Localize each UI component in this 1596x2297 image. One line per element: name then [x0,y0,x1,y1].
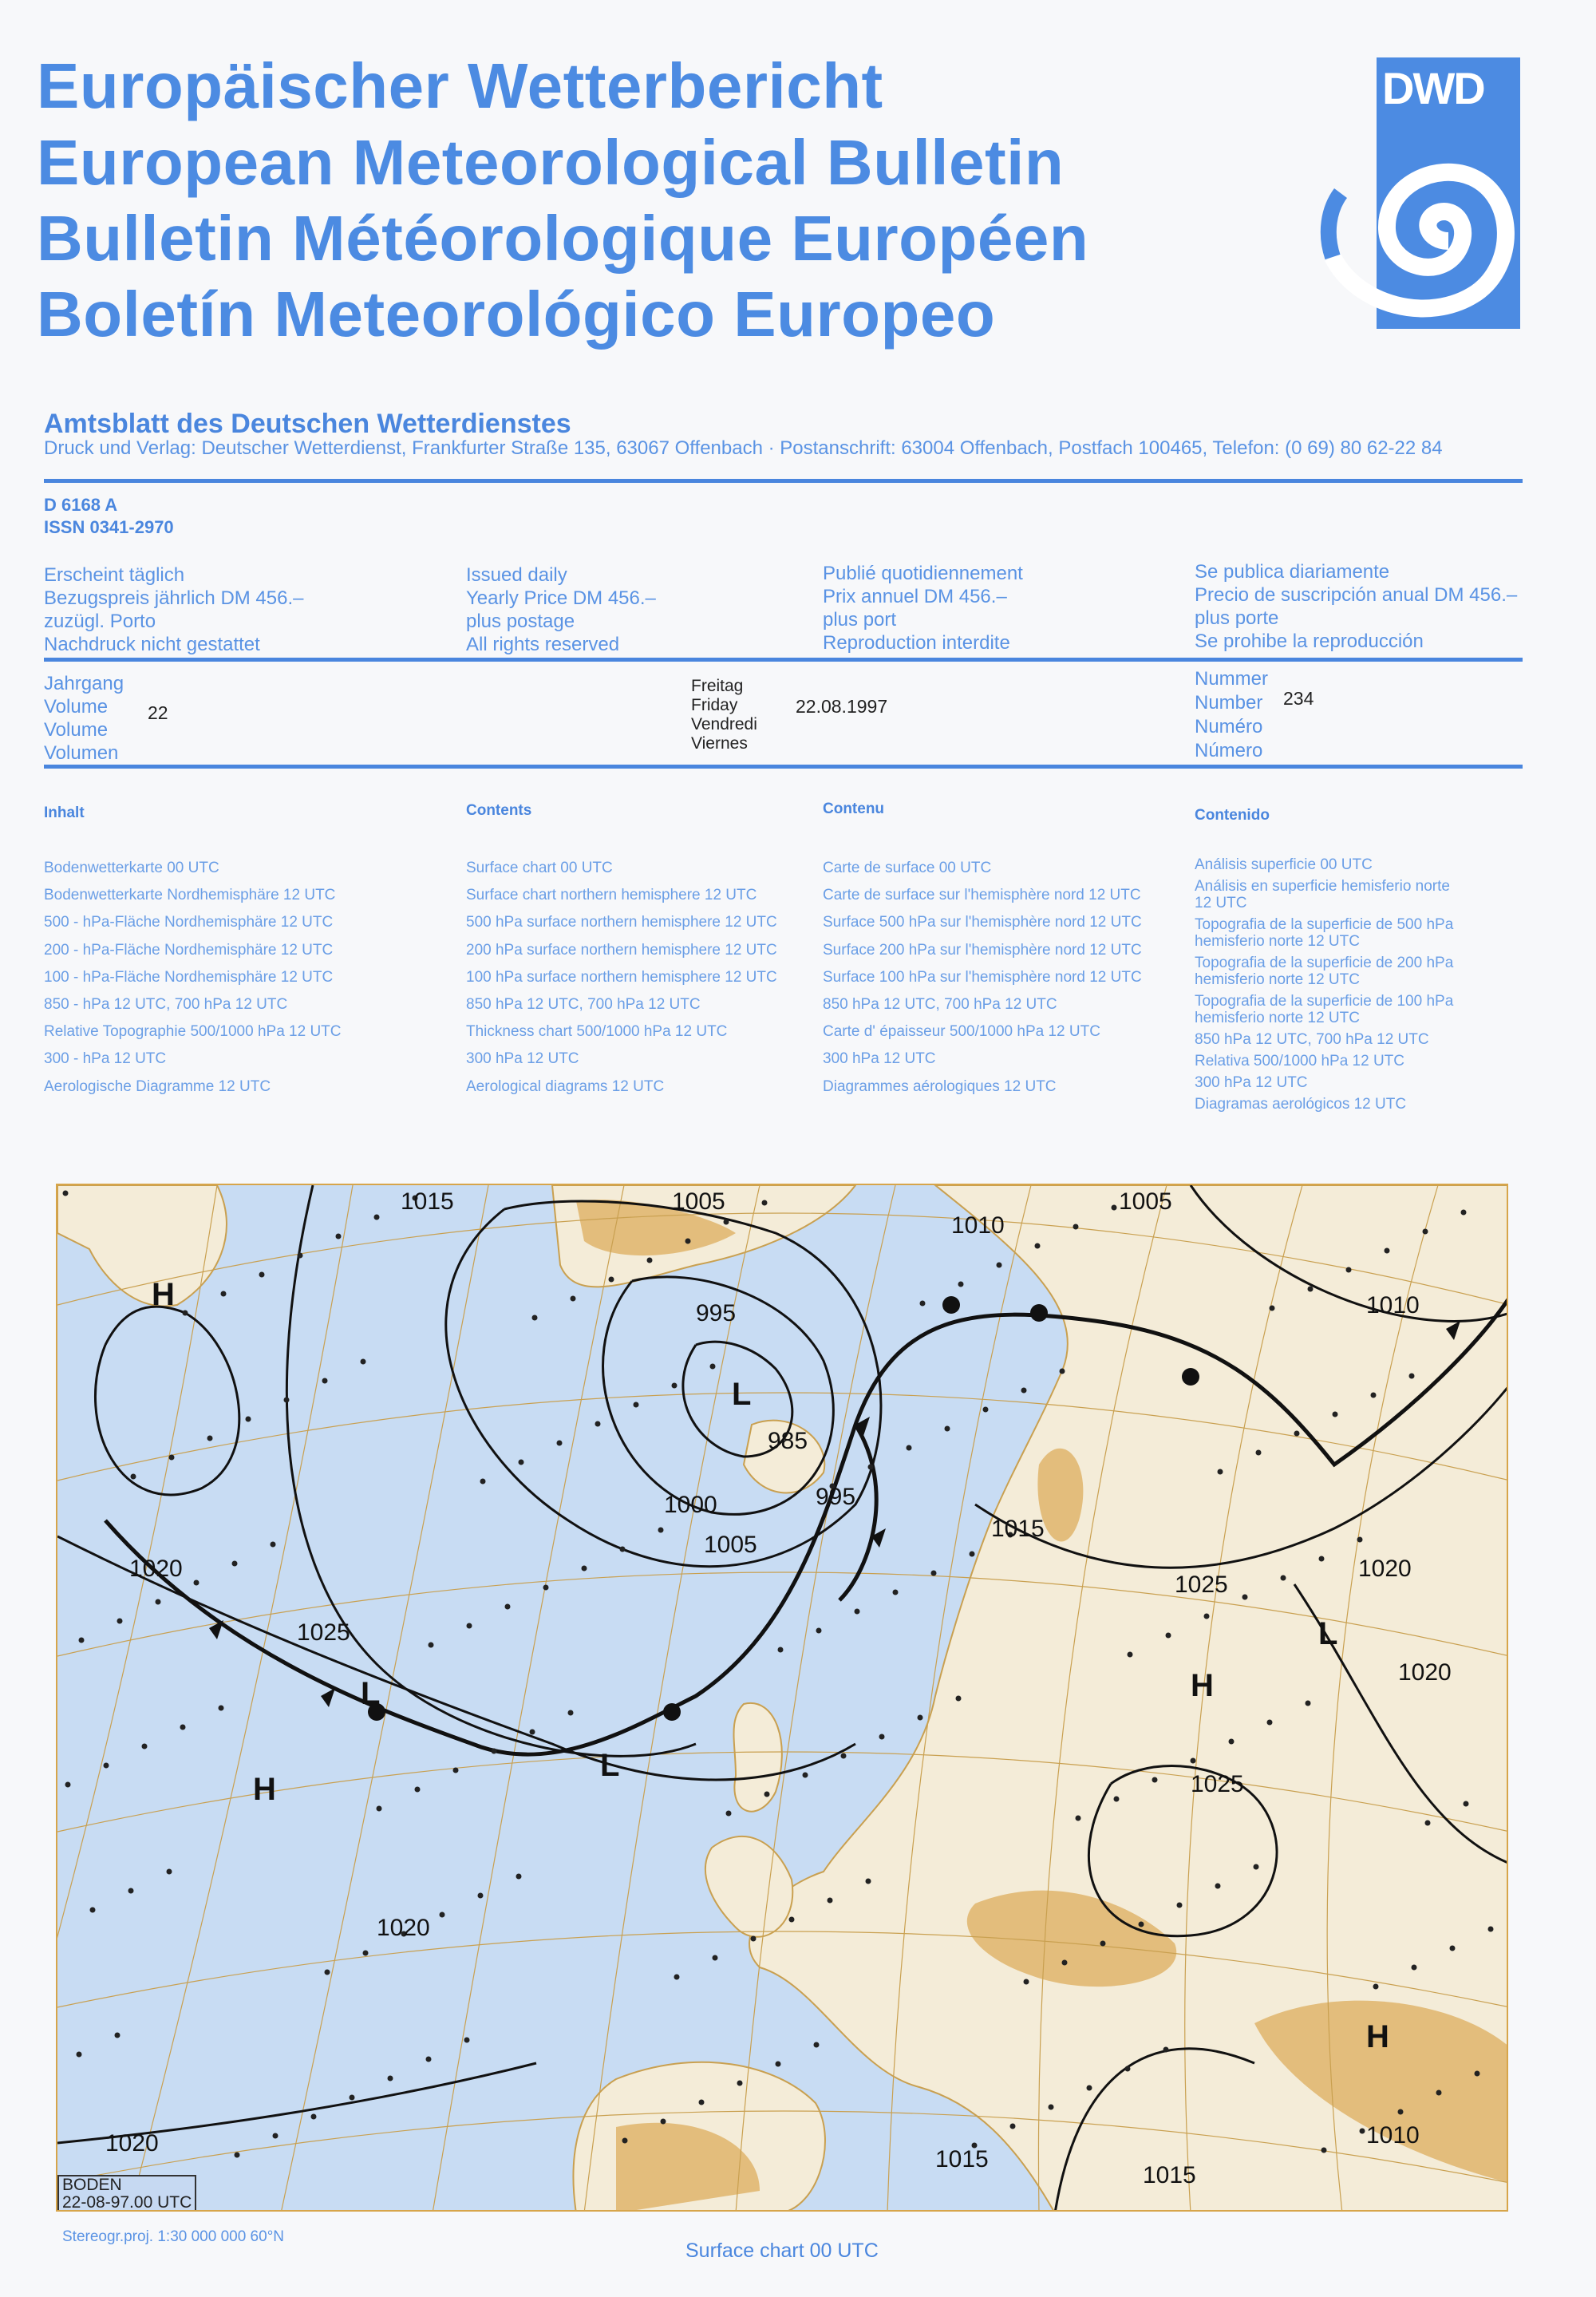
contents-list-es [1195,856,1466,1117]
warm-front-semicircle [1182,1368,1199,1386]
contents-item[interactable]: Análisis superficie 00 UTC [1195,856,1373,873]
station-marker [1371,1393,1377,1398]
low-pressure-center: L [600,1748,620,1783]
station-marker [658,1528,664,1533]
contents-item[interactable]: Diagrammes aérologiques 12 UTC [823,1077,1057,1095]
station-marker [505,1604,511,1610]
contents-item[interactable]: Topografia de la superficie de 200 hPa hemisferio norte 12 UTC [1195,955,1454,988]
isobar-label: 1010 [1366,2122,1420,2149]
info-line: Reproduction interdite [823,632,1010,654]
station-marker [516,1874,522,1880]
isobar-label: 1020 [1358,1556,1412,1582]
volume-labels [44,672,124,765]
contents-item[interactable]: 850 hPa 12 UTC, 700 hPa 12 UTC [1195,1031,1429,1048]
station-marker [699,2100,705,2105]
station-marker [273,2133,279,2139]
station-marker [1035,1243,1041,1249]
publisher-address: Druck und Verlag: Deutscher Wetterdienst, Frankfurter Straße 135, 63067 Offenbach · Postanschrift: 63004 Offenbach, Postfach 100465, Telefon: (0 69) 80 62-22 84 [44,437,1443,459]
station-marker [530,1730,535,1735]
station-marker [128,1888,134,1894]
volume-value: 22 [148,702,168,723]
contents-item[interactable]: Surface 500 hPa sur l'hemisphère nord 12 UTC [823,914,1142,931]
info-column-fr [823,562,1023,654]
station-marker [841,1753,847,1759]
station-marker [492,1749,497,1754]
station-marker [142,1744,148,1749]
contents-item[interactable]: 850 - hPa 12 UTC, 700 hPa 12 UTC [44,996,288,1013]
station-marker [918,1715,923,1721]
station-marker [661,2119,666,2125]
station-marker [180,1725,186,1730]
station-marker [737,2081,743,2086]
d-number: D 6168 A [44,495,118,515]
station-marker [1191,1758,1196,1764]
isobar-label: 1020 [129,1556,183,1582]
station-marker [131,1474,136,1480]
station-marker [478,1893,484,1899]
isobar-label: 1005 [1119,1188,1172,1215]
map-stamp [57,2175,196,2212]
contents-item[interactable]: 100 hPa surface northern hemisphere 12 UTC [466,968,777,986]
station-marker [519,1460,524,1465]
station-marker [117,1619,123,1624]
station-marker [1049,2105,1054,2110]
station-marker [246,1417,251,1422]
divider [44,479,1523,483]
stamp-title: BODEN [62,2176,122,2194]
high-pressure-center: H [1191,1668,1214,1703]
low-pressure-center: L [361,1676,381,1711]
station-marker [958,1282,964,1287]
station-marker [374,1215,380,1220]
station-marker [298,1253,303,1259]
station-marker [866,1879,871,1884]
station-marker [1412,1965,1417,1971]
isobar-label: 1020 [377,1915,430,1941]
station-marker [674,1975,680,1980]
station-marker [1060,1369,1065,1374]
station-marker [931,1571,937,1576]
station-marker [1204,1614,1210,1619]
station-marker [271,1542,276,1548]
info-line: Issued daily [466,564,567,586]
station-marker [480,1479,486,1485]
station-marker [1346,1267,1352,1273]
station-marker [221,1291,227,1297]
station-marker [855,1609,860,1615]
contents-item[interactable]: 850 hPa 12 UTC, 700 hPa 12 UTC [466,996,701,1013]
station-marker [622,2138,628,2144]
station-marker [582,1566,587,1572]
info-column-en [466,563,656,656]
day-label: Viernes [691,734,748,753]
divider [44,658,1523,662]
station-marker [63,1191,69,1196]
station-marker [543,1585,549,1591]
title-english: European Meteorological Bulletin [37,127,1065,198]
station-marker [1229,1739,1235,1745]
station-marker [983,1407,989,1413]
station-marker [634,1402,639,1408]
volume-label: Jahrgang [44,673,124,694]
stamp-date: 22-08-97.00 UTC [62,2193,192,2212]
contents-item[interactable]: 300 hPa 12 UTC [1195,1074,1308,1091]
contents-item[interactable]: Aerologische Diagramme 12 UTC [44,1077,271,1095]
contents-item[interactable]: Surface 100 hPa sur l'hemisphère nord 12 UTC [823,968,1142,986]
station-marker [115,2033,120,2038]
contents-item[interactable]: Diagramas aerológicos 12 UTC [1195,1096,1407,1113]
station-marker [77,2052,82,2058]
station-marker [868,1465,874,1470]
contents-item[interactable]: Carte de surface sur l'hemisphère nord 12 UTC [823,887,1141,904]
station-marker [322,1378,328,1384]
station-marker [194,1580,200,1586]
station-marker [764,1792,770,1797]
map-graphic [57,1185,1508,2212]
info-column-de [44,563,304,656]
station-marker [156,1599,161,1605]
volume-label: Volume [44,696,109,718]
station-marker [1073,1224,1079,1230]
station-marker [1450,1946,1456,1951]
surface-weather-map [56,1184,1508,2212]
station-marker [1308,1287,1314,1292]
day-label: Freitag [691,677,744,695]
contents-heading: Contents [466,802,532,819]
contents-item[interactable]: 300 hPa 12 UTC [466,1050,579,1068]
station-marker [1125,2066,1131,2072]
number-labels [1195,667,1268,763]
contents-item[interactable]: Surface chart northern hemisphere 12 UTC [466,887,757,904]
number-label: Numéro [1195,716,1263,737]
station-marker [620,1547,626,1552]
contents-item[interactable]: Topografia de la superficie de 100 hPa hemisferio norte 12 UTC [1195,993,1454,1026]
isobar-label: 1005 [672,1188,725,1215]
isobar-label: 1000 [664,1492,717,1518]
station-marker [816,1628,822,1634]
station-marker [1281,1575,1286,1581]
info-line: plus port [823,609,897,631]
station-marker [751,1936,757,1942]
contents-item[interactable]: 500 hPa surface northern hemisphere 12 UTC [466,914,777,931]
station-marker [1024,1979,1029,1985]
number-label: Número [1195,740,1263,761]
contents-heading: Inhalt [44,805,85,821]
low-pressure-center: L [1318,1616,1338,1651]
station-marker [1464,1801,1469,1807]
station-marker [1461,1210,1467,1216]
station-marker [1270,1306,1275,1311]
isobar-label: 1010 [1366,1292,1420,1319]
station-marker [104,1763,109,1769]
station-marker [167,1869,172,1875]
issue-date: 22.08.1997 [796,696,888,717]
station-marker [1166,1633,1171,1639]
high-pressure-center: H [152,1277,175,1312]
station-marker [685,1239,691,1244]
info-column-es [1195,560,1517,653]
station-marker [1114,1797,1120,1802]
contents-item[interactable]: Bodenwetterkarte 00 UTC [44,860,219,876]
station-marker [713,1955,718,1961]
station-marker [1436,2090,1442,2096]
station-marker [183,1311,188,1316]
station-marker [789,1917,795,1923]
warm-front-semicircle [1030,1304,1048,1322]
station-marker [377,1806,382,1812]
station-marker [350,2095,355,2101]
info-line: Precio de suscripción anual DM 456.– [1195,584,1518,606]
contents-item[interactable]: 100 - hPa-Fläche Nordhemisphäre 12 UTC [44,968,334,986]
station-marker [776,2062,781,2067]
info-line: zuzügl. Porto [44,611,156,632]
isobar-label: 1015 [991,1516,1045,1542]
station-marker [1321,2148,1327,2153]
isobar-label: 1015 [1143,2162,1196,2188]
volume-label: Volumen [44,742,119,764]
isobar-label: 1020 [105,2130,159,2157]
station-marker [997,1263,1002,1268]
station-marker [956,1696,962,1702]
station-marker [1256,1450,1262,1456]
station-marker [219,1706,224,1711]
contents-item[interactable]: 300 hPa 12 UTC [823,1050,936,1068]
isobar-label: 1015 [935,2146,989,2172]
station-marker [1425,1821,1431,1826]
map-caption: Surface chart 00 UTC [685,2240,879,2262]
station-marker [907,1445,912,1451]
contents-item[interactable]: Carte de surface 00 UTC [823,860,992,876]
info-line: Se publica diariamente [1195,561,1390,583]
title-german: Europäischer Wetterbericht [37,50,883,121]
projection-note: Stereogr.proj. 1:30 000 000 60°N [62,2228,285,2245]
low-pressure-center: L [732,1377,752,1412]
station-marker [920,1301,926,1307]
isobar-label: 1020 [1398,1659,1452,1686]
station-marker [1294,1431,1300,1437]
station-marker [672,1383,678,1389]
contents-item[interactable]: Thickness chart 500/1000 hPa 12 UTC [466,1023,728,1041]
station-marker [1139,1922,1144,1927]
high-pressure-center: H [253,1772,276,1807]
station-marker [609,1277,614,1283]
issn: ISSN 0341-2970 [44,517,174,537]
station-marker [361,1359,366,1365]
station-marker [1021,1388,1027,1394]
station-marker [1100,1941,1106,1947]
contents-heading: Contenu [823,801,885,817]
station-marker [568,1710,574,1716]
station-marker [1385,1248,1390,1254]
station-marker [336,1234,342,1239]
warm-front-semicircle [663,1703,681,1721]
isobar-label: 1015 [401,1188,454,1215]
info-line: Prix annuel DM 456.– [823,586,1007,607]
title-spanish: Boletín Meteorológico Europeo [37,279,996,350]
station-marker [440,1912,445,1918]
divider [44,765,1523,769]
station-marker [1163,2047,1169,2053]
contents-item[interactable]: Relativa 500/1000 hPa 12 UTC [1195,1053,1404,1069]
station-marker [1409,1374,1415,1379]
station-marker [1306,1701,1311,1706]
info-line: Nachdruck nicht gestattet [44,634,260,655]
issue-number: 234 [1283,688,1314,709]
spiral-icon [1293,57,1524,333]
station-marker [426,2057,432,2062]
station-marker [1475,2071,1480,2077]
station-marker [235,2153,240,2158]
contents-item[interactable]: Surface 200 hPa sur l'hemisphère nord 12 UTC [823,941,1142,959]
isobar-label: 1025 [1191,1771,1244,1797]
contents-item[interactable]: 200 hPa surface northern hemisphere 12 UTC [466,941,777,959]
station-marker [453,1768,459,1773]
station-marker [1076,1816,1081,1821]
high-pressure-center: H [1366,2019,1389,2054]
station-marker [724,1220,729,1225]
station-marker [1398,2109,1404,2115]
contents-item[interactable]: Topografia de la superficie de 500 hPa hemisferio norte 12 UTC [1195,916,1454,950]
isobar-label: 995 [816,1484,856,1510]
contents-item[interactable]: Surface chart 00 UTC [466,860,613,876]
station-marker [325,1970,330,1975]
station-marker [1087,2085,1092,2091]
station-marker [1373,1984,1379,1990]
station-marker [1254,1864,1259,1870]
isobar-label: 1005 [704,1532,757,1558]
contents-item[interactable]: 500 - hPa-Fläche Nordhemisphäre 12 UTC [44,914,334,931]
station-marker [557,1441,563,1446]
day-label: Friday [691,696,738,714]
dwd-logo [1293,57,1524,333]
isobar-label: 1025 [297,1619,350,1646]
station-marker [1128,1652,1133,1658]
isobar-label: 1025 [1175,1572,1228,1598]
station-marker [1010,2124,1016,2129]
station-marker [1062,1960,1068,1966]
station-marker [970,1552,975,1557]
station-marker [571,1296,576,1302]
station-marker [1357,1537,1363,1543]
station-marker [388,2076,393,2082]
station-marker [1177,1903,1183,1908]
contents-item[interactable]: Aerological diagrams 12 UTC [466,1077,665,1095]
station-marker [232,1561,238,1567]
station-marker [467,1623,472,1629]
info-line: Publié quotidiennement [823,563,1023,584]
station-marker [415,1787,421,1793]
station-marker [90,1908,96,1913]
station-marker [1152,1777,1158,1783]
contents-item[interactable]: 300 - hPa 12 UTC [44,1050,167,1068]
info-line: All rights reserved [466,634,620,655]
station-marker [1242,1595,1248,1600]
station-marker [879,1734,885,1740]
warm-front-semicircle [942,1296,960,1314]
contents-item[interactable]: Relative Topographie 500/1000 hPa 12 UTC [44,1023,342,1041]
station-marker [464,2038,470,2043]
publisher-name: Amtsblatt des Deutschen Wetterdienstes [44,409,571,439]
station-marker [647,1258,653,1263]
station-marker [710,1364,716,1370]
station-marker [803,1773,808,1778]
info-line: plus postage [466,611,575,632]
info-line: Se prohibe la reproducción [1195,631,1424,652]
station-marker [363,1951,369,1956]
station-marker [1218,1469,1223,1475]
contents-heading: Contenido [1195,807,1270,824]
station-marker [814,2042,820,2048]
station-marker [79,1638,85,1643]
station-marker [1267,1720,1273,1726]
station-marker [595,1421,601,1427]
station-marker [311,2114,317,2120]
station-marker [1360,2129,1365,2134]
contents-item[interactable]: Bodenwetterkarte Nordhemisphäre 12 UTC [44,887,336,904]
station-marker [1112,1205,1117,1211]
station-marker [762,1200,768,1206]
station-marker [778,1647,784,1653]
station-marker [945,1426,950,1432]
station-marker [1333,1412,1338,1417]
contents-item[interactable]: 200 - hPa-Fläche Nordhemisphäre 12 UTC [44,941,334,959]
station-marker [169,1455,175,1461]
station-marker [1215,1884,1221,1889]
number-label: Nummer [1195,668,1269,690]
station-marker [207,1436,213,1441]
station-marker [284,1398,290,1403]
contents-item[interactable]: 850 hPa 12 UTC, 700 hPa 12 UTC [823,996,1057,1013]
land-mass [734,1703,782,1812]
title-french: Bulletin Météorologique Européen [37,203,1089,274]
number-label: Number [1195,692,1263,714]
info-line: Bezugspreis jährlich DM 456.– [44,587,304,609]
dwd-logo-text: DWD [1382,63,1484,113]
station-marker [429,1643,434,1648]
station-marker [1319,1556,1325,1562]
station-marker [259,1272,265,1278]
station-marker [828,1898,833,1904]
day-label: Vendredi [691,715,757,733]
volume-label: Volume [44,719,109,741]
day-labels [691,677,757,753]
contents-item[interactable]: Análisis en superficie hemisferio norte 12 UTC [1195,878,1450,911]
isobar-label: 995 [696,1300,737,1326]
station-marker [1423,1229,1428,1235]
isobar-label: 1010 [951,1212,1005,1239]
isobar-label: 985 [768,1428,808,1454]
info-line: Erscheint täglich [44,564,185,586]
station-marker [532,1315,538,1321]
info-line: plus porte [1195,607,1279,629]
station-marker [1488,1927,1494,1932]
station-marker [65,1782,71,1788]
info-line: Yearly Price DM 456.– [466,587,656,609]
station-marker [726,1811,732,1817]
station-marker [893,1590,899,1595]
contents-item[interactable]: Carte d' épaisseur 500/1000 hPa 12 UTC [823,1023,1100,1041]
